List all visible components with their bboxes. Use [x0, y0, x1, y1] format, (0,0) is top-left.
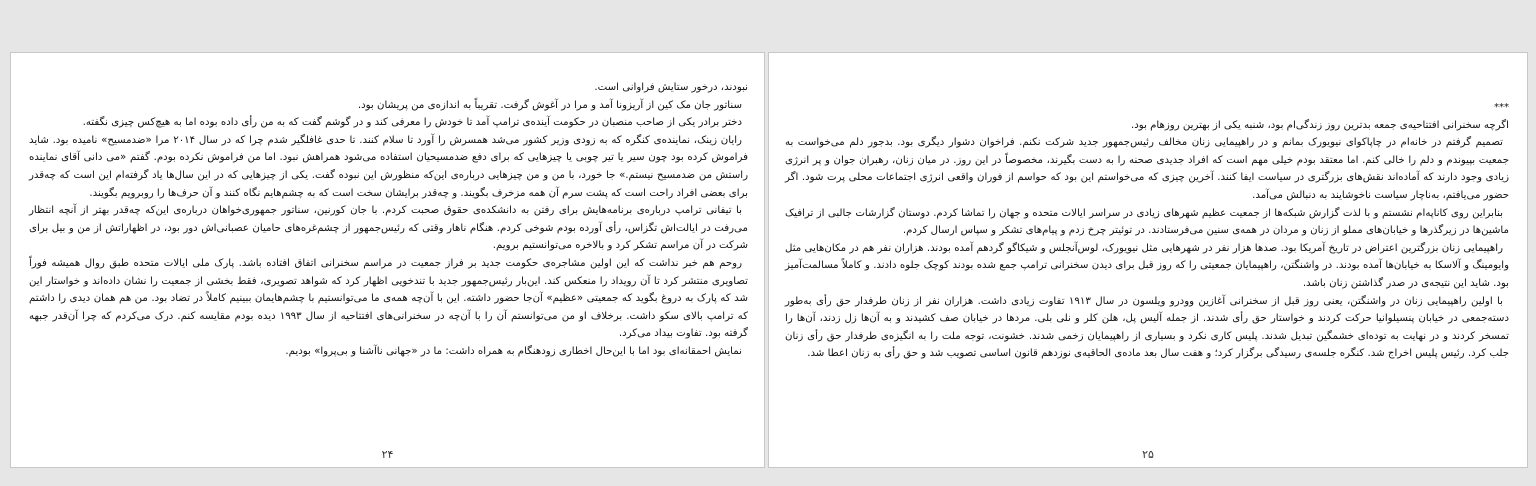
right-paragraph: اگرچه سخنرانی افتتاحیه‌ی جمعه بدترین روز زندگی‌ام بود، شنبه یکی از بهترین روزهام بود.	[1130, 119, 1509, 131]
page-24-body	[11, 79, 764, 361]
right-paragraph: بنابراین روی کاناپه‌ام نشستم و با لذت گزارش شبکه‌ها از جمعیت عظیم شهرهای زیادی در سراسر ایالات متحده و جهان را تماشا کردم. دوستان گزارشات جالبی از ترافیک ماشین‌ها در زیرگذرها و خیابان‌های مملو از زنان و مردان در همه‌ی سنین می‌فرستادند. در توئیتر چرخ زدم و پیام‌های تشکر و سپاس ارسال کردم.	[785, 207, 1509, 237]
page-25	[768, 52, 1528, 468]
section-break-marker: ***	[1494, 102, 1509, 113]
left-paragraph: روحم هم خبر نداشت که این اولین مشاجره‌ی حکومت جدید بر فراز جمعیت در مراسم سخنرانی اتفاق افتاده باشد. پارک ملی ایالات متحده طبق روال همیشه فوراً تصاویری منتشر کرد تا آن رویداد را منعکس کند. این‌بار رئیس‌جمهور جدید با تندخویی اظهار کرد که شواهد تصویری، فقط بخشی از جمعیت را نشان داده‌اند و خواستار این شد که پارک به دروغ بگوید که جمعیتی «عظیم» آن‌جا حضور داشته. این با آن‌چه همه‌ی ما می‌توانستیم با چشم‌هایمان ببینیم کاملاً در تضاد بود. من هم همان دیدی را داشتم که ترامپ بالای سکو داشت. برخلاف او من می‌توانستم آن را با آن‌چه در سخنرانی‌های افتتاحیه از سال ۱۹۹۳ دیده بودم مقایسه کنم. درک می‌کردم که چرا آن‌قدر جبهه گرفته بود. تفاوت بیداد می‌کرد.	[29, 257, 748, 340]
page-24	[10, 52, 765, 468]
left-paragraph: سناتور جان مک کین از آریزونا آمد و مرا در آغوش گرفت. تقریباً به اندازه‌ی من پریشان بود.	[357, 99, 742, 111]
left-paragraph: با تیفانی ترامپ درباره‌ی برنامه‌هایش برای رفتن به دانشکده‌ی حقوق صحبت کردم. با جان کورنین، سناتور جمهوری‌خواهان درباره‌ی این‌که چه‌قدر بهتر از آنچه انتظار می‌رفت در ایالت‌اش تگزاس، رأی آورده بودم شوخی کردم. هنگام ناهار وقتی که رئیس‌جمهور از چشم‌غره‌های حامیان عصبانی‌اش دور بود، در اظهاراتش از من و بیل برای شرکت در آن مراسم تشکر کرد و بالاخره می‌توانستیم برویم.	[29, 205, 748, 252]
left-paragraph: نمایش احمقانه‌ای بود اما با این‌حال اخطاری زودهنگام به همراه داشت: ما در «جهانی ناآشنا و بی‌پروا» بودیم.	[285, 345, 742, 357]
page-25-body	[769, 79, 1527, 363]
right-paragraph: تصمیم گرفتم در خانه‌ام در چاپاکوای نیویورک بمانم و در راهپیمایی زنان مخالف رئیس‌جمهور جدید شرکت نکنم. فراخوان دشوار دیگری بود. بدجور دلم می‌خواست به جمعیت بپیوندم و دلم را خالی کنم. اما معتقد بودم خیلی مهم است که افراد جدیدی صحنه را به دست بگیرند، مخصوصاً در این روز. در میان زنان، رهبران جوان و پر انرژی زیادی وجود دارند که آماده‌اند نقش‌های بزرگتری در سیاست ایفا کنند. آخرین چیزی که می‌خواستم این بود که حواسم از فوران واقعی انرژی اجتماعات محلی پرت شود. اگر حضور می‌یافتم، به‌ناچار سیاست ناخوشایند به دنبالش می‌آمد.	[785, 137, 1509, 201]
left-paragraph: نبودند، درخور ستایش فراوانی است.	[594, 82, 748, 93]
page-number: ۲۴	[381, 448, 394, 461]
left-paragraph: دختر برادر یکی از صاحب منصبان در حکومت آینده‌ی ترامپ آمد تا خودش را معرفی کند و در گوشم گفت که به من رأی داده بوده اما به هیچ‌کس چیزی نگفته.	[82, 117, 742, 129]
page-number: ۲۵	[1142, 448, 1154, 461]
right-paragraph: راهپیمایی زنان بزرگترین اعتراض در تاریخ آمریکا بود. صدها هزار نفر در شهرهایی مثل نیویورک، لوس‌آنجلس و شیکاگو گردهم آمده بودند. هزاران نفر هم در مکان‌هایی مثل وایومینگ و آلاسکا به خیابان‌ها آمده بودند. در واشنگتن، راهپیمایان جمعیتی را که روز قبل برای دیدن سخنرانی ترامپ جمع شده بودند کوچک جلوه دادند. و کاملاً مسالمت‌آمیز بود. شاید این نتیجه‌ی در صدر گذاشتن زنان باشد.	[785, 242, 1509, 289]
left-paragraph: رایان زینک، نماینده‌ی کنگره که به زودی وزیر کشور می‌شد همسرش را آورد تا سلام کنند. تا حدی غافلگیر شدم چرا که در سال ۲۰۱۴ مرا «ضدمسیح» نامیده بود. شاید فراموش کرده بود چون سیر یا تیر چوبی یا چیزهایی که برای دفع ضدمسیحیان استفاده می‌شود همراهش نبود. اما من فراموش نکرده بودم. گفتم «می دانی آقای نماینده راستش من ضدمسیح نیستم.» جا خورد، با من و من چیزهایی درباره‌ی این‌که منظورش این نبوده گفت. یکی از چیزهایی که در این سال‌ها یاد گرفته‌ام این است که چه‌قدر برای بعضی افراد راحت است که پشت سرم آن همه مزخرف بگویند. و چه‌قدر برایشان سخت است که به چشم‌هایم نگاه کنند و آن حرف‌ها را روبرویم بگویند.	[29, 134, 748, 199]
right-paragraph: با اولین راهپیمایی زنان در واشنگتن، یعنی روز قبل از سخنرانی آغازین وودرو ویلسون در سال ۱۹۱۳ تفاوت زیادی داشت. هزاران نفر از زنان طرفدار حق رأی به‌طور دسته‌جمعی در خیابان پنسیلوانیا حرکت کردند و خواستار حق رأی شدند. از جمله آلیس پل، هلن کلر و نلی بلی. مردها در خیابان صف کشیدند و به آن‌ها زل زدند، آن‌ها را تمسخر کردند و در نهایت به توده‌ای خشمگین تبدیل شدند. پلیس کاری نکرد و بسیاری از راهپیمایان زخمی شدند. خشونت، توجه ملت را به انگیزه‌ی طرفدار حق رأی زنان جلب کرد. رئیس پلیس اخراج شد. کنگره جلسه‌ی رسیدگی برگزار کرد؛ و هفت سال بعد ماده‌ی الحاقیه‌ی نوزدهم قانون اساسی تصویب شد و حق رأی به زنان اعطا شد.	[785, 295, 1509, 360]
